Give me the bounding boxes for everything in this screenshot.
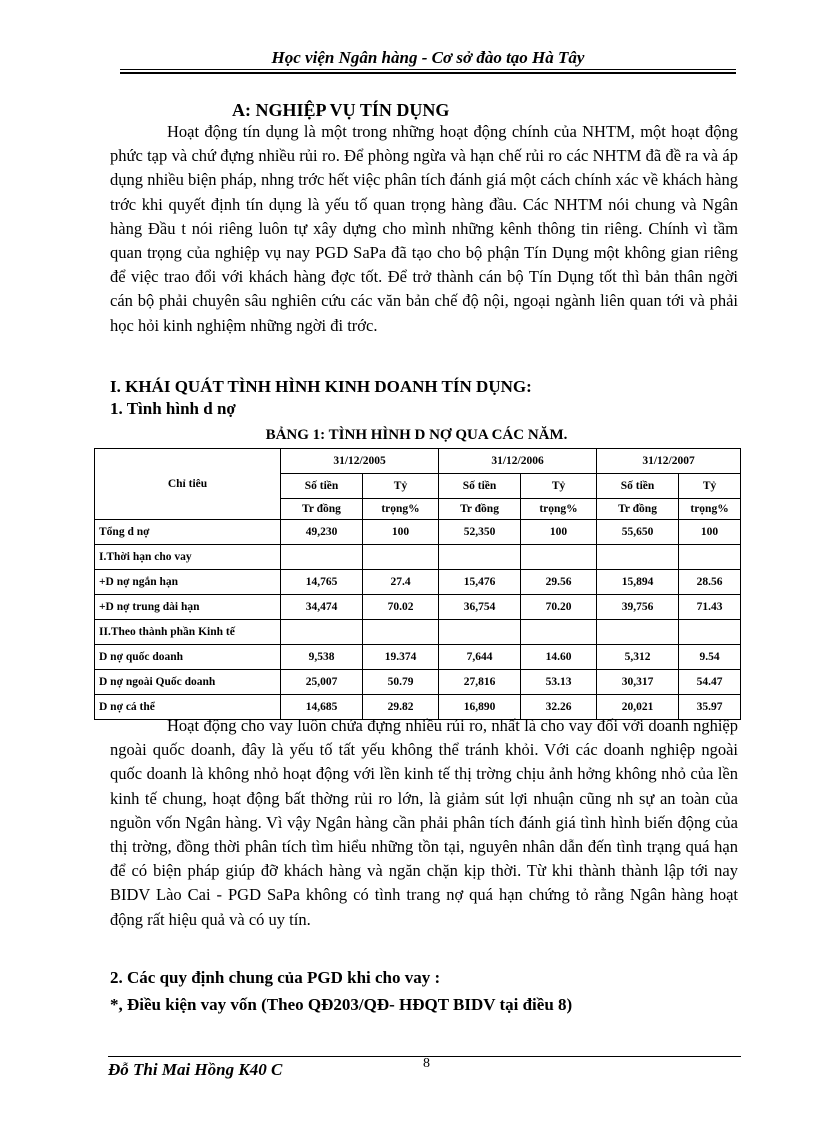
table-cell: 29.82 (363, 695, 439, 720)
table-cell: 34,474 (281, 595, 363, 620)
heading-3: *, Điều kiện vay vốn (Theo QĐ203/QĐ- HĐQT BIDV tại điều 8) (110, 995, 573, 1014)
section-title: A: NGHIỆP VỤ TÍN DỤNG (232, 100, 450, 120)
table-cell: 19.374 (363, 645, 439, 670)
table-row (95, 570, 741, 595)
col-amount-unit: Tr đồng (597, 499, 679, 520)
table-cell: 16,890 (439, 695, 521, 720)
heading-1: I. KHÁI QUÁT TÌNH HÌNH KINH DOANH TÍN DỤNG: (110, 377, 532, 396)
table-cell (679, 545, 741, 570)
table-cell (281, 545, 363, 570)
year-2005: 31/12/2005 (281, 449, 439, 474)
table-cell (439, 545, 521, 570)
table-cell: 14,765 (281, 570, 363, 595)
body-paragraph-text: Hoạt động cho vay luôn chứa đựng nhiều rủi ro, nhất là cho vay đối với doanh nghiệp ngoài quốc doanh, đây là yếu tố tất yếu không thể tránh khỏi. Với các doanh nghiệp ngoài quốc doanh là không nhỏ hoạt động với lền kinh tế thị trờng chịu ảnh hởng không nhỏ của lền kinh tế chung, hoạt động bất thờng rủi ro lớn, là giảm sút lợi nhuận cũng nh sự an toàn của nguồn vốn Ngân hàng. Vì vậy Ngân hàng cần phải phân tích đánh giá tình hình biến động của thị trờng, đồng thời phân tích tìm hiểu những tồn tại, nguyên nhân dẫn đến tình trạng quá hạn để có biện pháp giúp đỡ khách hàng và ngăn chặn kịp thời. Từ khi thành thành lập tới nay BIDV Lào Cai - PGD SaPa không có tình trang nợ quá hạn chứng tỏ rằng Ngân hàng hoạt động rất hiệu quả và có uy tín. (110, 716, 738, 929)
table-cell (521, 545, 597, 570)
table-cell: 70.02 (363, 595, 439, 620)
table-body (95, 520, 741, 720)
table-cell (521, 620, 597, 645)
row-label: Tổng d nợ (95, 520, 281, 545)
table-cell: 39,756 (597, 595, 679, 620)
year-2007: 31/12/2007 (597, 449, 741, 474)
table-cell: 5,312 (597, 645, 679, 670)
table-cell: 50.79 (363, 670, 439, 695)
row-label: D nợ cá thể (95, 695, 281, 720)
table-year-row (95, 449, 741, 474)
table-cell: 27.4 (363, 570, 439, 595)
table-cell: 71.43 (679, 595, 741, 620)
table-cell (363, 545, 439, 570)
row-label: I.Thời hạn cho vay (95, 545, 281, 570)
table-cell: 52,350 (439, 520, 521, 545)
table-cell: 27,816 (439, 670, 521, 695)
table-cell: 53.13 (521, 670, 597, 695)
table-cell: 30,317 (597, 670, 679, 695)
row-label: +D nợ ngắn hạn (95, 570, 281, 595)
col-ratio: Tỷ (521, 474, 597, 499)
row-label: II.Theo thành phần Kinh tế (95, 620, 281, 645)
table-cell (439, 620, 521, 645)
col-ratio: Tỷ (679, 474, 741, 499)
table-cell: 35.97 (679, 695, 741, 720)
table-cell: 54.47 (679, 670, 741, 695)
table-cell: 28.56 (679, 570, 741, 595)
table-row (95, 620, 741, 645)
table-row-header: Chỉ tiêu (95, 449, 281, 520)
table-cell (597, 620, 679, 645)
heading-2: 2. Các quy định chung của PGD khi cho vay : (110, 968, 441, 987)
table-cell: 9.54 (679, 645, 741, 670)
table-cell: 29.56 (521, 570, 597, 595)
table-cell: 15,476 (439, 570, 521, 595)
table-cell: 55,650 (597, 520, 679, 545)
footer-author: Đỗ Thi Mai Hồng K40 C (108, 1060, 283, 1079)
header-title: Học viện Ngân hàng - Cơ sở đào tạo Hà Tây (271, 48, 585, 67)
table-cell: 32.26 (521, 695, 597, 720)
col-amount: Số tiền (281, 474, 363, 499)
table-cell: 100 (363, 520, 439, 545)
table-cell: 100 (679, 520, 741, 545)
table-row (95, 520, 741, 545)
header-rule-bottom (120, 72, 736, 74)
table-cell: 100 (521, 520, 597, 545)
table-cell (363, 620, 439, 645)
intro-paragraph (110, 120, 738, 338)
table-cell (281, 620, 363, 645)
col-ratio: Tỷ (363, 474, 439, 499)
table-row (95, 545, 741, 570)
row-label: D nợ quốc doanh (95, 645, 281, 670)
table-title: BẢNG 1: TÌNH HÌNH D NỢ QUA CÁC NĂM. (265, 427, 568, 443)
table-cell: 9,538 (281, 645, 363, 670)
col-amount: Số tiền (597, 474, 679, 499)
col-amount: Số tiền (439, 474, 521, 499)
table-row (95, 645, 741, 670)
col-amount-unit: Tr đồng (281, 499, 363, 520)
debt-table (94, 448, 741, 720)
row-label: D nợ ngoài Quốc doanh (95, 670, 281, 695)
table-cell: 15,894 (597, 570, 679, 595)
table-row (95, 595, 741, 620)
page-number: 8 (423, 1056, 430, 1071)
table-cell: 7,644 (439, 645, 521, 670)
col-amount-unit: Tr đồng (439, 499, 521, 520)
col-ratio-unit: trọng% (679, 499, 741, 520)
table-cell: 36,754 (439, 595, 521, 620)
col-ratio-unit: trọng% (521, 499, 597, 520)
row-label: +D nợ trung dài hạn (95, 595, 281, 620)
heading-1-1: 1. Tình hình d nợ (110, 399, 236, 418)
table-cell: 14.60 (521, 645, 597, 670)
table-cell: 70.20 (521, 595, 597, 620)
table-cell: 14,685 (281, 695, 363, 720)
table-cell: 20,021 (597, 695, 679, 720)
intro-paragraph-text: Hoạt động tín dụng là một trong những hoạt động chính của NHTM, một hoạt động phức tạp và chứ đựng nhiều rủi ro. Để phòng ngừa và hạn chế rủi ro các NHTM đã đề ra và áp dụng nhiều biện pháp, nhng trớc hết việc phân tích đánh giá một cách chính xác về khách hàng trớc khi quyết định tín dụng là yếu tố quan trọng hàng đầu. Các NHTM nói chung và Ngân hàng Đầu t nói riêng luôn tự xây dựng cho mình những kênh thông tin riêng. Chính vì tầm quan trọng của nghiệp vụ nay PGD SaPa đã tạo cho bộ phận Tín Dụng một không gian riêng để việc trao đổi với khách hàng đợc tốt. Để trở thành cán bộ Tín Dụng tốt thì bản thân ngời cán bộ phải chuyên sâu nghiên cứu các văn bản chế độ nội, ngoại ngành liên quan tới và phải học hỏi kinh nghiệm những ngời đi trớc. (110, 122, 738, 335)
col-ratio-unit: trọng% (363, 499, 439, 520)
table-cell: 49,230 (281, 520, 363, 545)
table-cell: 25,007 (281, 670, 363, 695)
table-cell (679, 620, 741, 645)
table-row (95, 670, 741, 695)
body-paragraph (110, 714, 738, 932)
year-2006: 31/12/2006 (439, 449, 597, 474)
header-rule-top (120, 69, 736, 70)
table-cell (597, 545, 679, 570)
